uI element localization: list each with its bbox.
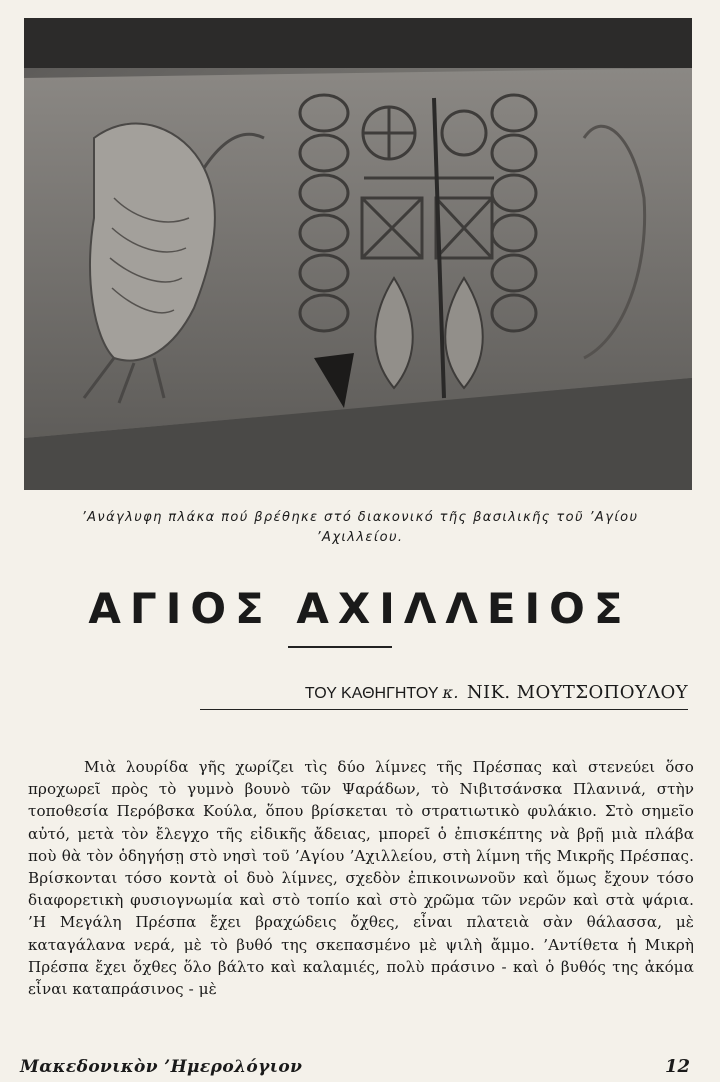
byline-honorific: κ. — [442, 683, 459, 702]
byline — [200, 682, 688, 710]
photo-caption: ’Ανάγλυφη πλάκα πού βρέθηκε στό διακονικό τῆς βασιλικῆς τοῦ ’Αγίου ’Αχιλλείου. — [81, 510, 639, 545]
article-title: ΑΓΙΟΣ ΑΧΙΛΛΕΙΟΣ — [88, 584, 632, 633]
article-body — [28, 756, 694, 1000]
byline-prefix: ΤΟΥ ΚΑΘΗΓΗΤΟΥ — [304, 685, 439, 702]
byline-author: ΝΙΚ. ΜΟΥΤΣΟΠΟΥΛΟΥ — [466, 682, 688, 703]
title-divider — [288, 646, 392, 648]
relief-slab-photo — [24, 18, 692, 490]
publication-name: Μακεδονικὸν ’Ημερολόγιον — [20, 1057, 303, 1077]
relief-slab-photo-icon — [24, 18, 692, 490]
body-paragraph: Μιὰ λουρίδα γῆς χωρίζει τὶς δύο λίμνες τῆς Πρέσπας καὶ στενεύει ὅσο προχωρεῖ πρὸς τὸ γυμνὸ βουνὸ τῶν Ψαράδων, τὸ Νιβιτσάνσκα Πλανινά, στὴν τοποθεσία Περόβσκα Κούλα, ὅπου βρίσκεται τὸ στρατιωτικὸ φυλάκιο. Στὸ σημεῖο αὐτό, μετὰ τὸν ἔλεγχο τῆς εἰδικῆς ἄδειας, μπορεῖ ὁ ἐπισκέπτης νὰ βρῇ μιὰ πλάβα ποὺ θὰ τὸν ὁδηγήσῃ στὸ νησὶ τοῦ ’Αγίου ’Αχιλλείου, στὴ λίμνη τῆς Μικρῆς Πρέσπας. Βρίσκονται τόσο κοντὰ οἱ δυὸ λίμνες, σχεδὸν ἐπικοινωνοῦν καὶ ὅμως ἔχουν τόσο διαφορετικὴ φυσιογνωμία καὶ στὸ τοπίο καὶ στὸ χρῶμα τῶν νερῶν καὶ στὰ ψάρια. ’Η Μεγάλη Πρέσπα ἔχει βραχώδεις ὄχθες, εἶναι πλατειὰ σὰν θάλασσα, μὲ καταγάλανα νερά, μὲ τὸ βυθό της σκεπασμένο μὲ ψιλὴ ἄμμο. ’Αντίθετα ἡ Μικρὴ Πρέσπα ἔχει ὄχθες ὅλο βάλτο καὶ καλαμιές, πολὺ πράσινο - καὶ ὁ βυθός της ἀκόμα εἶναι καταπράσινος - μὲ — [28, 758, 694, 999]
page-number: 12 — [664, 1056, 690, 1077]
